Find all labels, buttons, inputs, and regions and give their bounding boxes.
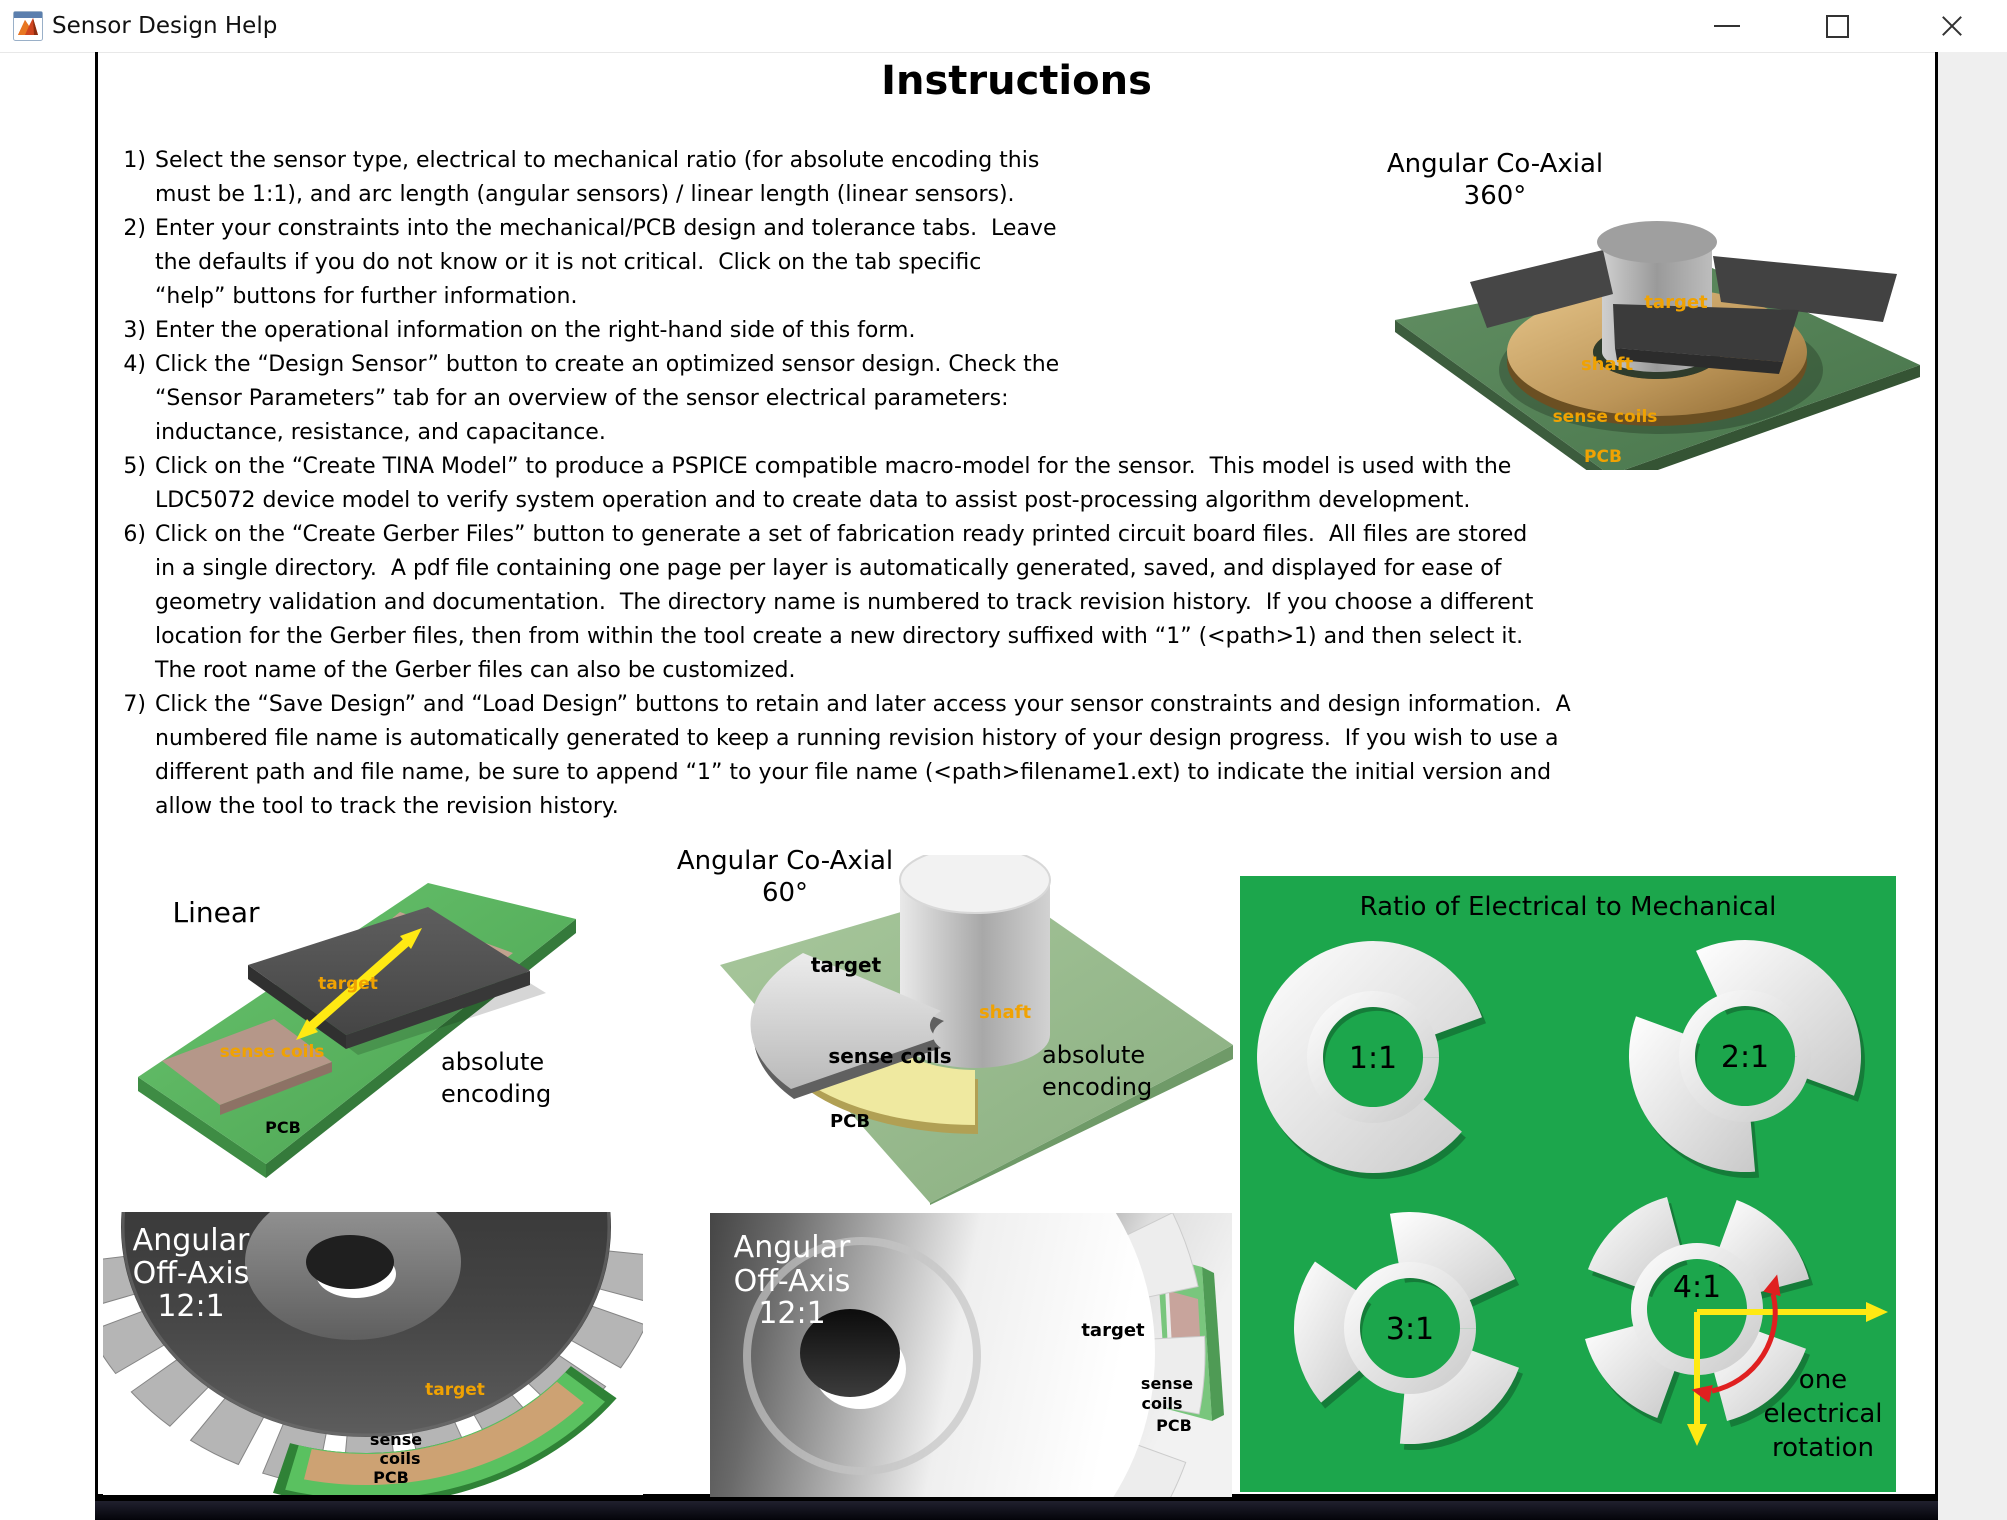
content-border-left [95, 52, 98, 1501]
label-sense-coils-60: sense coils [828, 1044, 952, 1068]
maximize-icon [1826, 15, 1849, 38]
coaxial60-title: Angular Co-Axial 60° [676, 846, 894, 908]
offaxis-left-title-1: Angular [132, 1223, 250, 1258]
rotor-label-4-1: 4:1 [1672, 1270, 1722, 1305]
instruction-item-7: 7) Click the “Save Design” and “Load Design” buttons to retain and later access your sensor constraints and design information. A numbered file name is automatically generated to keep a running revision history of your design progress. If you wish to use a different path and file name, be sure to append “1” to your file name (<path>filename1.ext) to indicate the initial version and allow the tool to track the revision history. [123, 692, 1571, 819]
offaxis-right-title-3: 12:1 [758, 1296, 826, 1331]
ratio-panel [1240, 876, 1896, 1492]
instruction-item-5: 5) Click on the “Create TINA Model” to produce a PSPICE compatible macro-model for the sensor. This model is used with the LDC5072 device model to verify system operation and to create data to assist post-processing algorithm development. [123, 454, 1512, 513]
offaxis-right-title-1: Angular [733, 1230, 851, 1265]
label-pcb-60: PCB [829, 1111, 871, 1132]
yellow-arrow-down [1687, 1424, 1707, 1446]
label-target-linear: target [318, 974, 378, 994]
figure-angular-coaxial-60 [700, 855, 1235, 1205]
label-encoding-linear: encoding [441, 1080, 552, 1108]
label-linear-title: Linear [172, 896, 260, 929]
ratio-rotors [1240, 876, 1896, 1492]
close-button[interactable] [1917, 0, 1987, 52]
page-title: Instructions [881, 58, 1152, 104]
window-title: Sensor Design Help [52, 13, 278, 39]
yellow-arrow-right [1866, 1302, 1888, 1322]
label-coils-offaxis-left: coils [379, 1449, 421, 1468]
rotor-label-1-1: 1:1 [1348, 1041, 1398, 1076]
instruction-item-6: 6) Click on the “Create Gerber Files” button to generate a set of fabrication ready printed circuit board files. All files are stored in a single directory. A pdf file containing one page per layer is automatically generated, saved, and displayed for ease of geometry validation and documentation. The directory name is numbered to track revision history. If you choose a different location for the Gerber files, then from within the tool create a new directory suffixed with “1” (<path>1) and then select it. The root name of the Gerber files can also be customized. [123, 522, 1534, 683]
label-absolute-linear: absolute [441, 1048, 545, 1076]
instruction-item-2: 2) Enter your constraints into the mechanical/PCB design and tolerance tabs. Leave the defaults if you do not know or it is not critical. Click on the tab specific “help” buttons for further information. [123, 216, 1057, 309]
figure-angular-coaxial-360 [1375, 190, 1935, 470]
label-sense-offaxis-left: sense [369, 1430, 423, 1449]
label-sense-offaxis-right: sense [1140, 1374, 1194, 1393]
minimize-icon [1714, 25, 1740, 27]
rotor-label-3-1: 3:1 [1385, 1312, 1435, 1347]
label-encoding-60: encoding [1042, 1073, 1153, 1101]
rotor-label-2-1: 2:1 [1720, 1040, 1770, 1075]
offaxis-left-title-2: Off-Axis [132, 1256, 250, 1291]
label-target-offaxis-right: target [1081, 1320, 1145, 1341]
label-target-60: target [810, 953, 882, 977]
matlab-icon [13, 11, 43, 41]
annotation-rotation: rotation [1772, 1433, 1874, 1463]
maximize-button[interactable] [1802, 0, 1872, 52]
label-sense-coils-360: sense coils [1552, 407, 1658, 427]
figure-offaxis-left [103, 1212, 643, 1495]
label-shaft-60: shaft [978, 1002, 1032, 1023]
coaxial360-title: Angular Co-Axial 360° [1386, 149, 1604, 211]
label-shaft-360: shaft [1580, 354, 1634, 375]
offaxis-left-title-3: 12:1 [157, 1289, 225, 1324]
instruction-list [108, 144, 1571, 824]
annotation-electrical: electrical [1763, 1399, 1883, 1429]
offaxis-right-title-2: Off-Axis [733, 1264, 851, 1299]
instruction-item-4: 4) Click the “Design Sensor” button to create an optimized sensor design. Check the “Sensor Parameters” tab for an overview of the sensor electrical parameters: inductance, resistance, and capacitance. [123, 352, 1060, 445]
close-icon [1939, 13, 1965, 39]
right-gutter [1938, 52, 2007, 1520]
figure-offaxis-right [710, 1213, 1232, 1497]
label-pcb-offaxis-right: PCB [1156, 1416, 1192, 1435]
label-sense-coils-linear: sense coils [219, 1042, 325, 1062]
label-pcb-offaxis-left: PCB [373, 1468, 409, 1487]
title-bar [0, 0, 2007, 53]
label-target-360: target [1644, 292, 1708, 313]
minimize-button[interactable] [1692, 0, 1762, 52]
label-target-offaxis-left: target [425, 1380, 485, 1400]
label-absolute-60: absolute [1042, 1041, 1146, 1069]
bottom-strip [95, 1501, 1938, 1520]
content-border-right [1935, 52, 1938, 1501]
instruction-item-1: 1) Select the sensor type, electrical to mechanical ratio (for absolute encoding this must be 1:1), and arc length (angular sensors) / linear length (linear sensors). [123, 148, 1040, 207]
figure-linear [100, 865, 650, 1200]
label-pcb-linear: PCB [265, 1118, 301, 1137]
ratio-title: Ratio of Electrical to Mechanical [1359, 892, 1777, 922]
annotation-one: one [1798, 1365, 1848, 1395]
label-coils-offaxis-right: coils [1141, 1394, 1183, 1413]
instruction-item-3: 3) Enter the operational information on the right-hand side of this form. [123, 318, 916, 343]
label-pcb-360: PCB [1584, 447, 1622, 467]
